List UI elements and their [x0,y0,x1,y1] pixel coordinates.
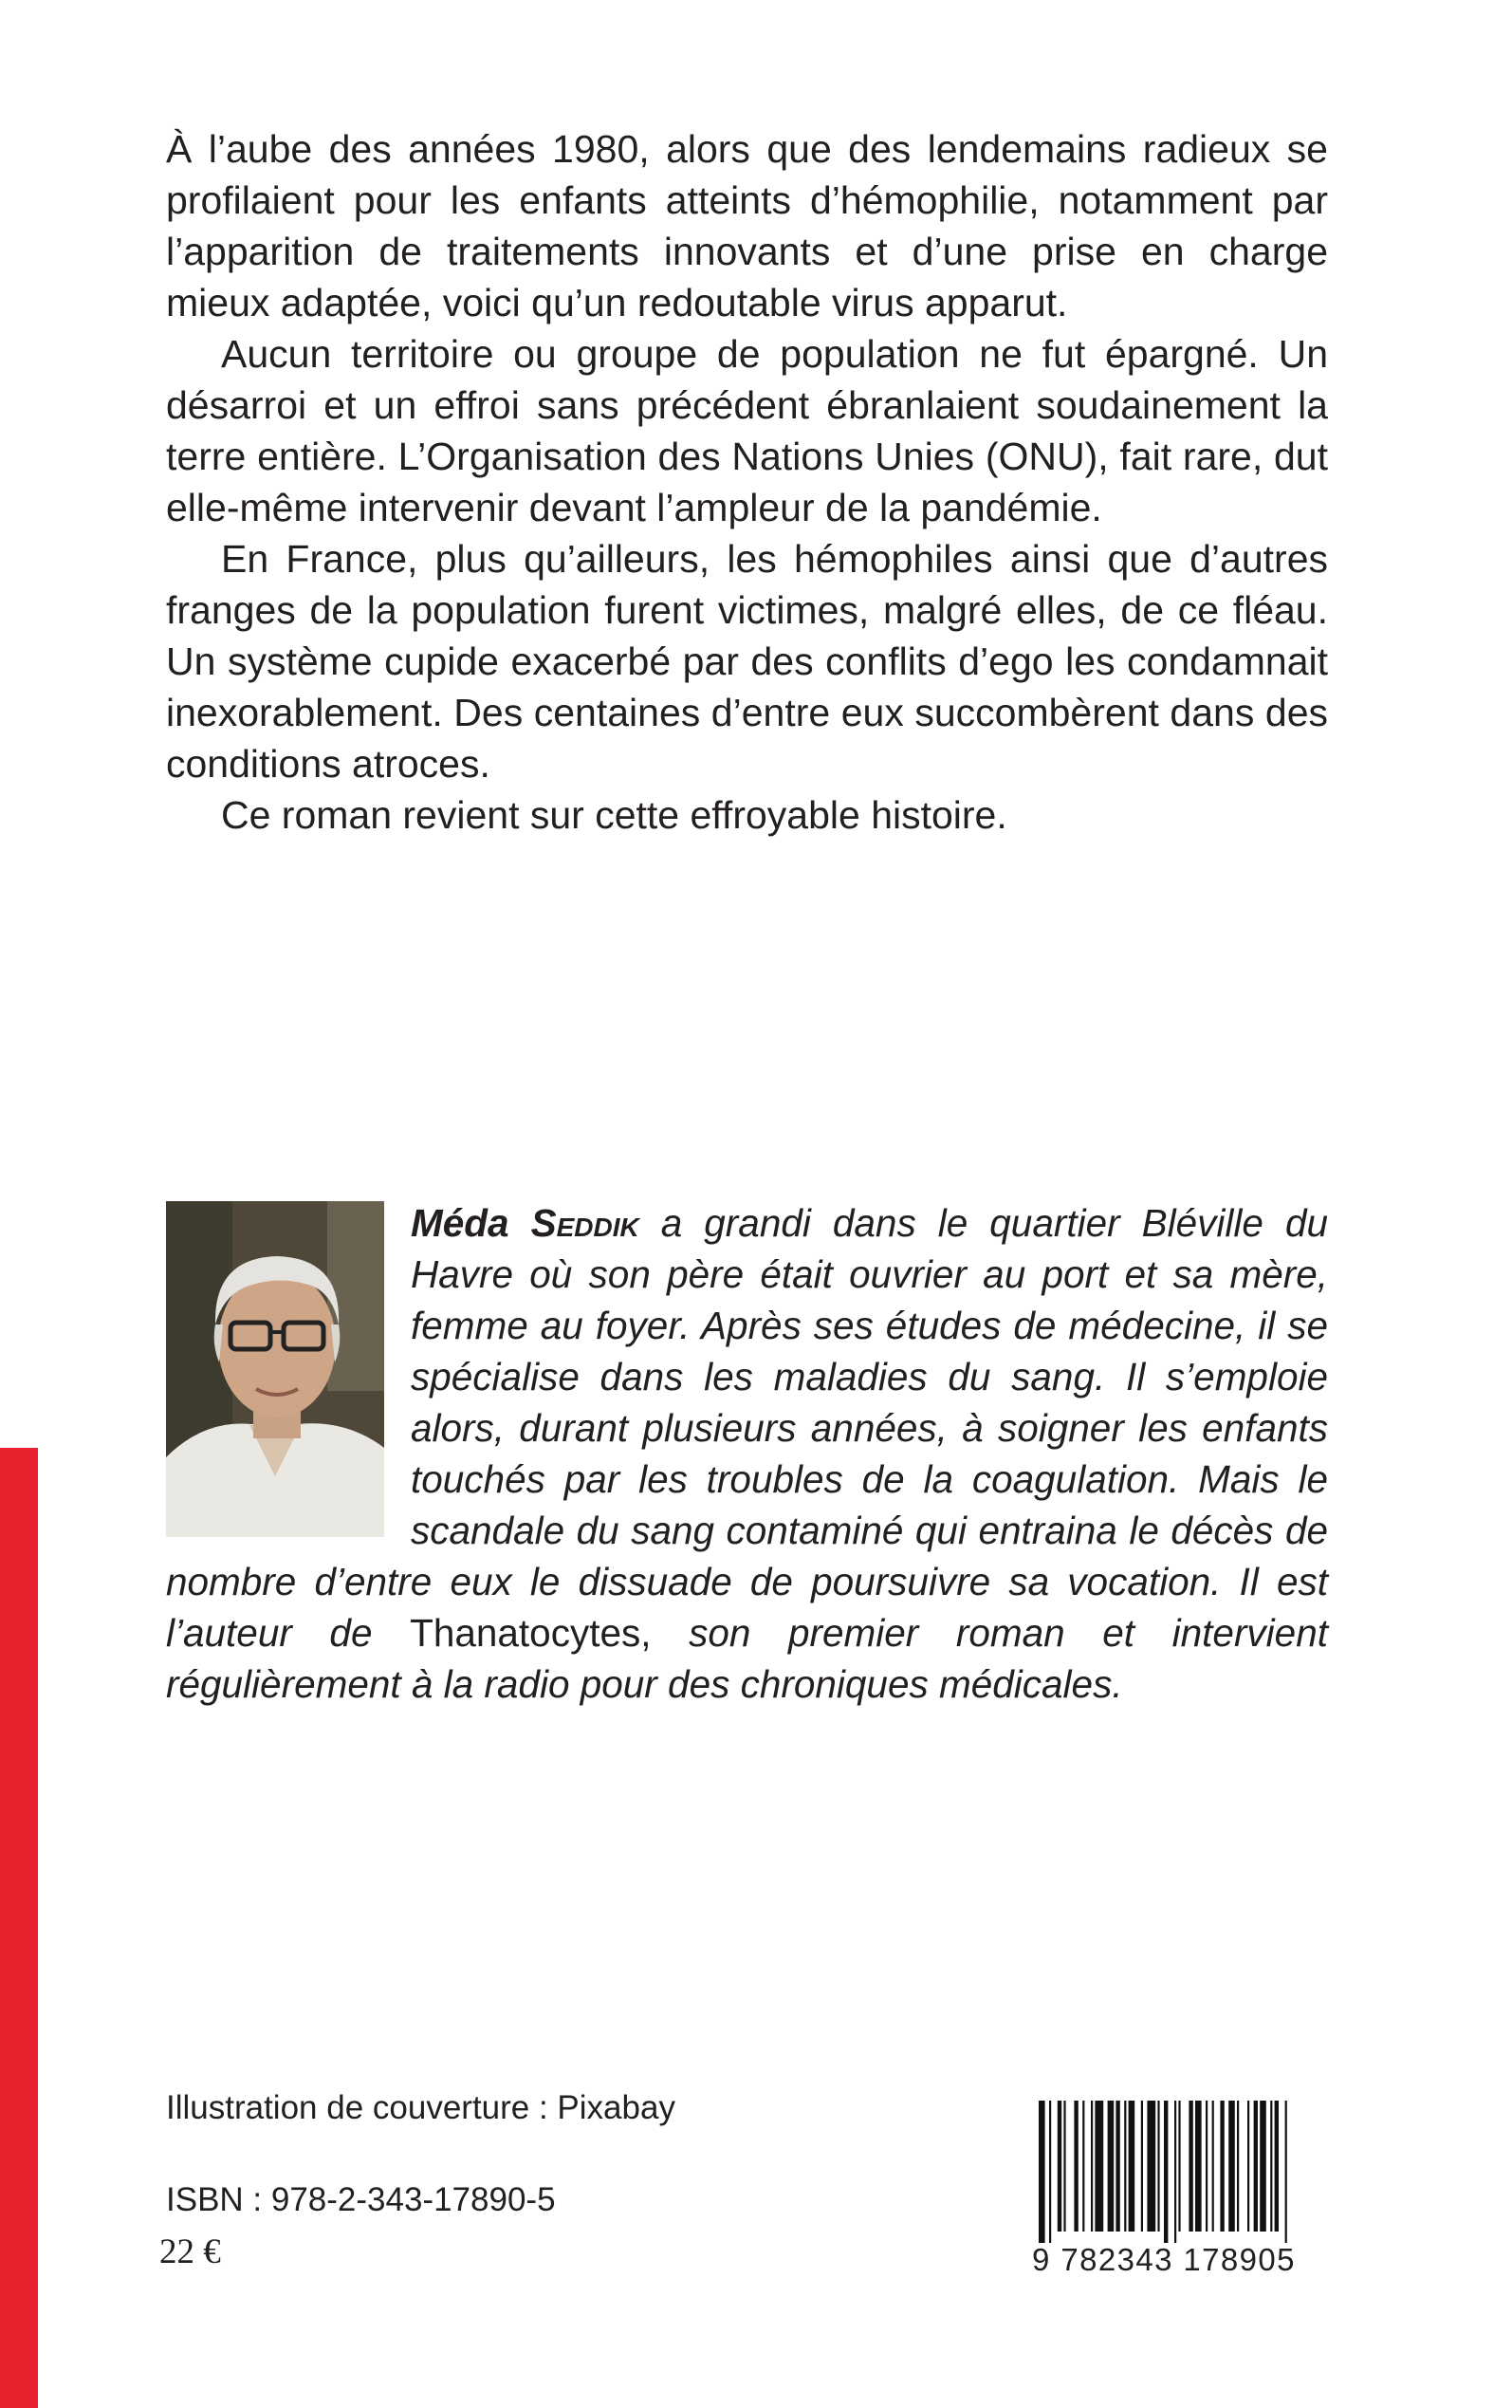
barcode-bar [1063,2101,1065,2232]
barcode-bar [1254,2101,1258,2232]
barcode-bar [1220,2101,1224,2232]
barcode-bar [1189,2101,1192,2232]
barcode-bar [1260,2101,1266,2232]
barcode-bar [1212,2101,1214,2232]
synopsis-paragraph: À l’aube des années 1980, alors que des lendemains radieux se profilaient pour les enfants atteints d’hémophilie, notamment par l’apparition de traitements innovants et d’une prise en charge mieux adaptée, voici qu’un redoutable virus apparut. [166,127,1328,324]
barcode-bar [1074,2101,1078,2232]
barcode-bar [1178,2101,1180,2232]
barcode-bar [1174,2101,1176,2243]
barcode-bar [1147,2101,1155,2232]
barcode-bar [1091,2101,1093,2232]
barcode-bar [1141,2101,1143,2232]
price: 22 € [159,2232,221,2271]
barcode-bar [1108,2101,1115,2232]
isbn: ISBN : 978-2-343-17890-5 [166,2181,556,2218]
accent-band [0,1448,38,2408]
barcode-bar [1095,2101,1103,2232]
barcode-bar [1049,2101,1051,2243]
author-first-name: Méda [411,1201,509,1245]
bio-text-end: son premier roman et intervient régulièrement à la radio pour des chroniques médicales. [166,1611,1328,1706]
synopsis-paragraph: Aucun territoire ou groupe de population ne fut épargné. Un désarroi et un effroi sans précédent ébranlaient soudainement la terre entière. L’Organisation des Nations Unies (ONU), fait rare, dut elle-même intervenir devant l’ampleur de la pandémie. [166,332,1328,529]
author-photo [166,1201,384,1537]
barcode-bar [1082,2101,1084,2232]
barcode-bar [1275,2101,1279,2232]
cover-credit: Illustration de couverture : Pixabay [166,2089,675,2126]
barcode-bar [1157,2101,1159,2232]
synopsis-paragraph: En France, plus qu’ailleurs, les hémophiles ainsi que d’autres franges de la population furent victimes, malgré elles, de ce fléau. Un système cupide exacerbé par des conflits d’ego les condamnait inexorablement. Des centaines d’entre eux succombèrent dans des conditions atroces. [166,537,1328,786]
barcode-bar [1058,2101,1061,2232]
barcode-bar [1285,2101,1287,2243]
barcode-bar [1039,2101,1045,2243]
barcode-bar [1129,2101,1135,2232]
barcode-bar [1228,2101,1235,2232]
barcode-bars [1039,2101,1314,2243]
barcode-digits: 9 782343 178905 [1032,2242,1296,2277]
barcode-bar [1247,2101,1249,2232]
barcode-bar [1237,2101,1239,2232]
barcode-bar [1124,2101,1126,2232]
author-bio [166,1197,1328,1710]
bio-text: a grandi dans le quartier Bléville du Havre où son père était ouvrier au port et sa mère, femme au foyer. Après ses études de médecine, il se spécialise dans les maladies du sang. Il s’emploie alors, durant plusieurs années, à soigner les enfants touchés par les troubles de la coagulation. Mais le scandale du sang contaminé qui entraina le décès de nombre d’entre eux le dissuade de poursuivre sa vocation. Il est l’auteur de [166,1201,1328,1655]
book-title: Thanatocytes, [410,1611,652,1655]
barcode-bar [1206,2101,1208,2232]
barcode-bar [1164,2101,1168,2243]
synopsis [166,123,1328,841]
barcode-bar [1116,2101,1119,2232]
barcode [1032,2101,1319,2281]
barcode-bar [1270,2101,1272,2232]
synopsis-paragraph: Ce roman revient sur cette effroyable histoire. [221,793,1007,837]
barcode-bar [1195,2101,1202,2232]
author-last-name: Seddik [530,1201,639,1245]
